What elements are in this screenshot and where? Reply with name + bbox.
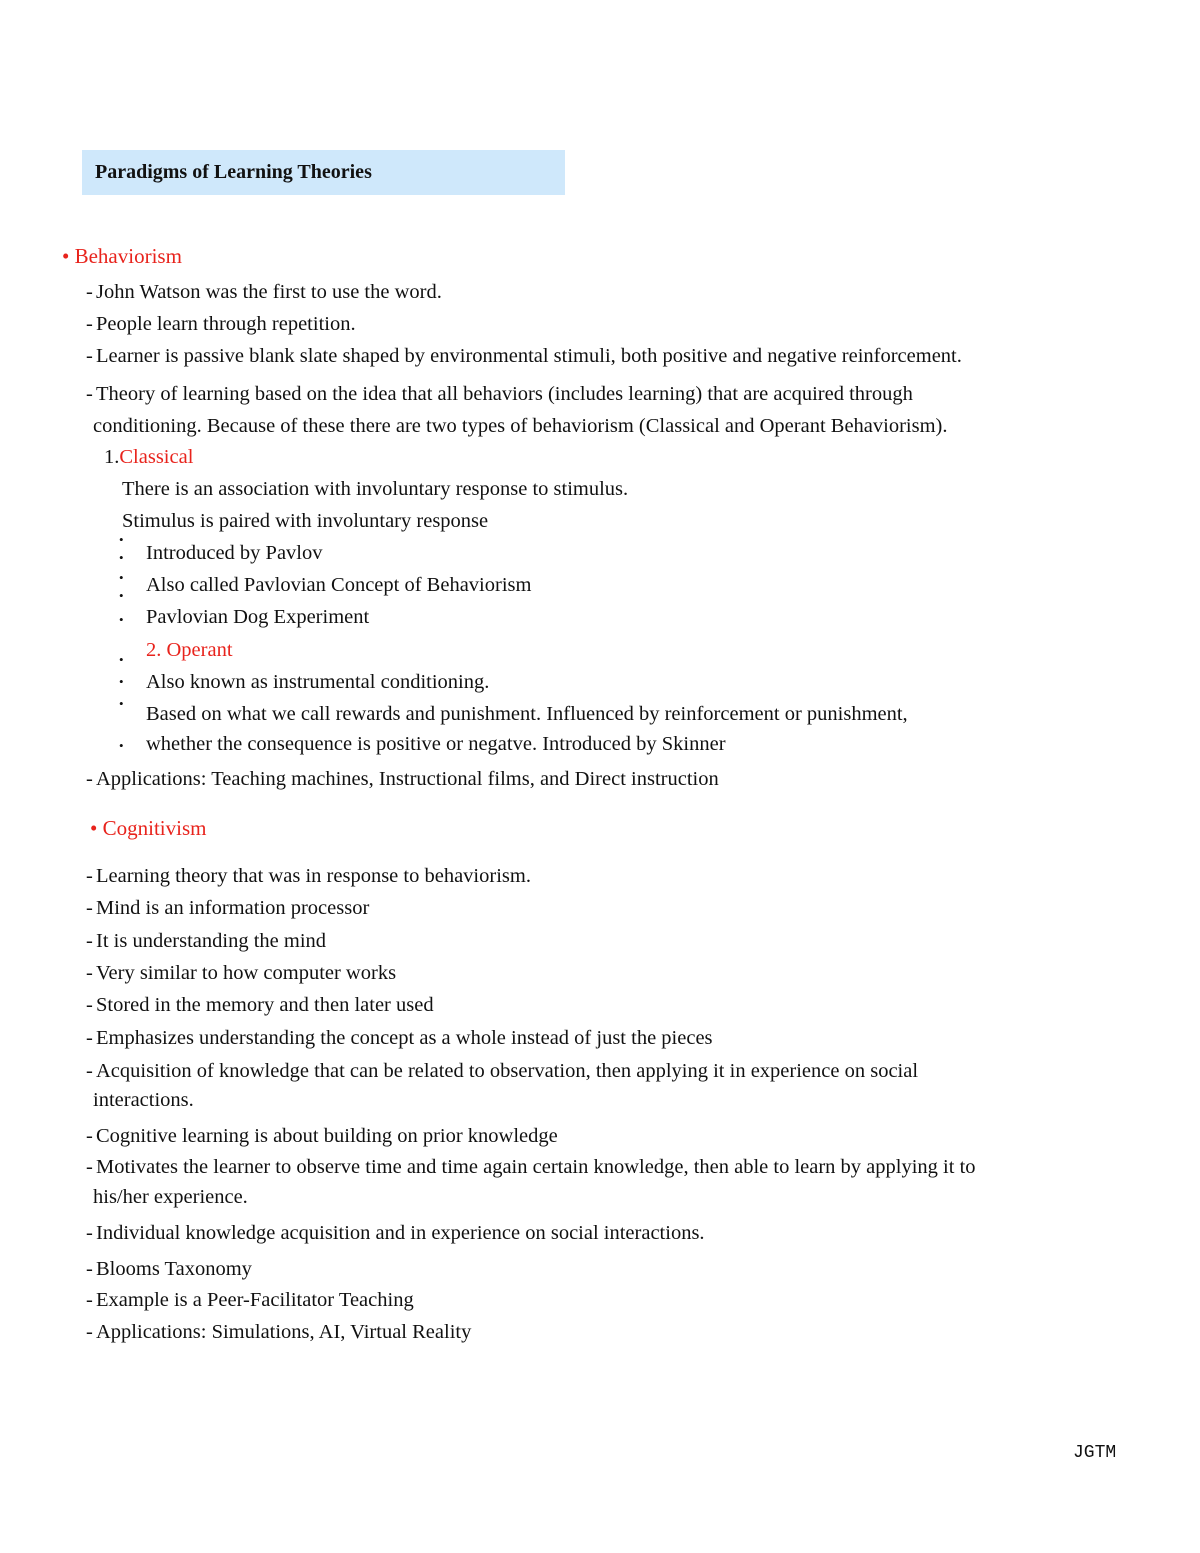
footer-initials: JGTM	[1073, 1443, 1117, 1463]
cognitivism-point-8: - Cognitive learning is about building on prior knowledge	[86, 1125, 558, 1147]
classical-line-2: Stimulus is paired with involuntary response	[122, 510, 489, 532]
behaviorism-point-1: - John Watson was the first to use the word.	[86, 281, 442, 303]
behaviorism-point-4: - Theory of learning based on the idea that all behaviors (includes learning) that are acquired through	[86, 383, 913, 405]
title-banner	[82, 150, 565, 195]
classical-heading: 1.Classical	[104, 446, 194, 468]
cognitivism-point-2: - Mind is an information processor	[86, 897, 370, 919]
bullet-icon: •	[119, 588, 124, 603]
behaviorism-point-2: - People learn through repetition.	[86, 313, 356, 335]
cognitivism-point-4: - Very similar to how computer works	[86, 962, 397, 984]
bullet-icon: •	[119, 570, 124, 585]
cognitivism-point-13: - Applications: Simulations, AI, Virtual Reality	[86, 1321, 472, 1343]
cognitivism-point-6: - Emphasizes understanding the concept as a whole instead of just the pieces	[86, 1027, 713, 1049]
operant-line-2: Based on what we call rewards and punishment. Influenced by reinforcement or punishment,	[146, 703, 908, 725]
cognitivism-point-12: - Example is a Peer-Facilitator Teaching	[86, 1289, 414, 1311]
bullet-icon: •	[119, 532, 124, 547]
cognitivism-point-11: - Blooms Taxonomy	[86, 1258, 252, 1280]
operant-heading: 2. Operant	[146, 639, 233, 661]
classical-line-4: Also called Pavlovian Concept of Behaviorism	[146, 574, 532, 596]
bullet-icon: •	[119, 696, 124, 711]
cognitivism-point-5: - Stored in the memory and then later used	[86, 994, 434, 1016]
classical-line-3: Introduced by Pavlov	[146, 542, 323, 564]
cognitivism-heading: • Cognitivism	[90, 816, 207, 840]
cognitivism-point-9-cont: his/her experience.	[93, 1186, 248, 1208]
operant-line-3: whether the consequence is positive or negatve. Introduced by Skinner	[146, 733, 726, 755]
cognitivism-point-9: - Motivates the learner to observe time and time again certain knowledge, then able to learn by applying it to	[86, 1156, 976, 1178]
bullet-icon: •	[119, 674, 124, 689]
behaviorism-applications: - Applications: Teaching machines, Instructional films, and Direct instruction	[86, 768, 719, 790]
classical-line-1: There is an association with involuntary response to stimulus.	[122, 478, 629, 500]
operant-line-1: Also known as instrumental conditioning.	[146, 671, 490, 693]
cognitivism-point-7-cont: interactions.	[93, 1089, 194, 1111]
bullet-icon: •	[119, 652, 124, 667]
bullet-icon: •	[119, 612, 124, 627]
behaviorism-point-3: - Learner is passive blank slate shaped by environmental stimuli, both positive and negative reinforcement.	[86, 345, 962, 367]
classical-line-5: Pavlovian Dog Experiment	[146, 606, 370, 628]
cognitivism-point-3: - It is understanding the mind	[86, 930, 327, 952]
cognitivism-point-7: - Acquisition of knowledge that can be related to observation, then applying it in experience on social	[86, 1060, 919, 1082]
bullet-icon: •	[119, 550, 124, 565]
bullet-icon: •	[119, 738, 124, 753]
cognitivism-point-10: - Individual knowledge acquisition and in experience on social interactions.	[86, 1222, 705, 1244]
behaviorism-point-4-cont: conditioning. Because of these there are two types of behaviorism (Classical and Operant Behaviorism).	[93, 415, 948, 437]
cognitivism-point-1: - Learning theory that was in response to behaviorism.	[86, 865, 531, 887]
behaviorism-heading: • Behaviorism	[62, 244, 182, 268]
page-title: Paradigms of Learning Theories	[95, 161, 372, 183]
